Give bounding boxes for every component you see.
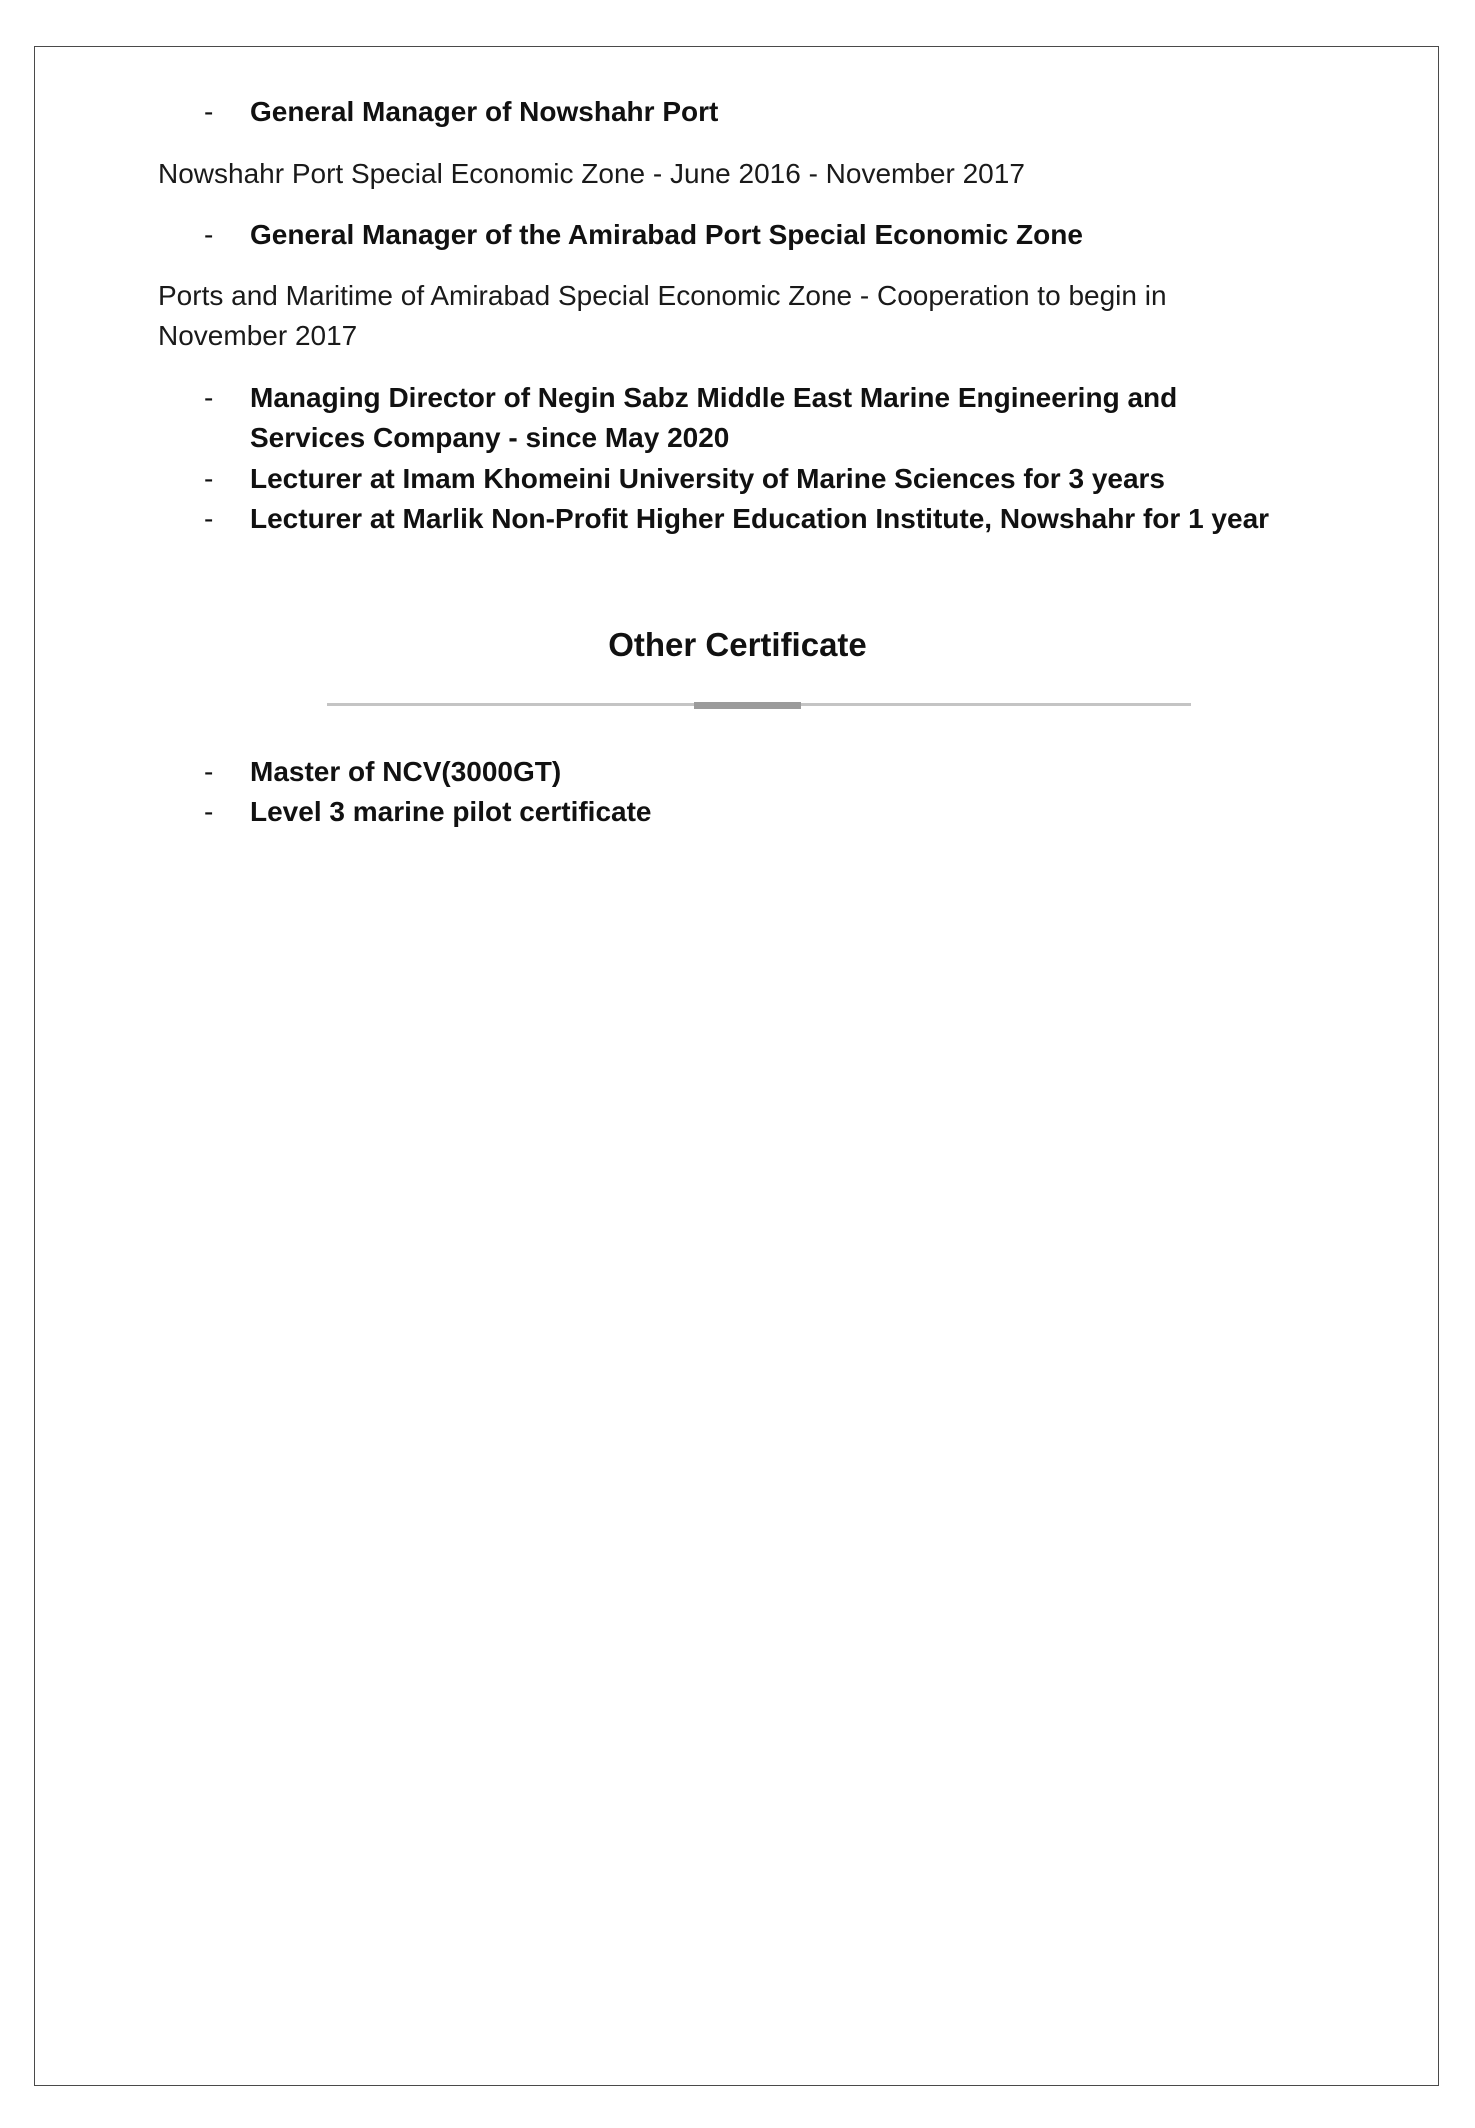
- job-detail: Nowshahr Port Special Economic Zone - June 2016 - November 2017: [158, 158, 1025, 189]
- job-title: General Manager of Nowshahr Port: [250, 96, 719, 127]
- bullet-dash: -: [204, 219, 214, 250]
- section-divider-accent: [694, 702, 801, 709]
- bullet-dash: -: [204, 463, 214, 494]
- job-title: Lecturer at Imam Khomeini University of Marine Sciences for 3 years: [250, 463, 1166, 494]
- certificate-title: Level 3 marine pilot certificate: [250, 796, 652, 827]
- job-title: Services Company - since May 2020: [250, 422, 730, 453]
- certificate-title: Master of NCV(3000GT): [250, 756, 562, 787]
- job-detail: Ports and Maritime of Amirabad Special Economic Zone - Cooperation to begin in: [158, 280, 1167, 311]
- bullet-dash: -: [204, 96, 214, 127]
- bullet-dash: -: [204, 503, 214, 534]
- bullet-dash: -: [204, 756, 214, 787]
- job-detail: November 2017: [158, 320, 358, 351]
- job-title: Lecturer at Marlik Non-Profit Higher Education Institute, Nowshahr for 1 year: [250, 503, 1270, 534]
- job-title: General Manager of the Amirabad Port Special Economic Zone: [250, 219, 1083, 250]
- bullet-dash: -: [204, 382, 214, 413]
- section-heading-other-certificate: Other Certificate: [608, 626, 867, 663]
- job-title: Managing Director of Negin Sabz Middle East Marine Engineering and: [250, 382, 1178, 413]
- bullet-dash: -: [204, 796, 214, 827]
